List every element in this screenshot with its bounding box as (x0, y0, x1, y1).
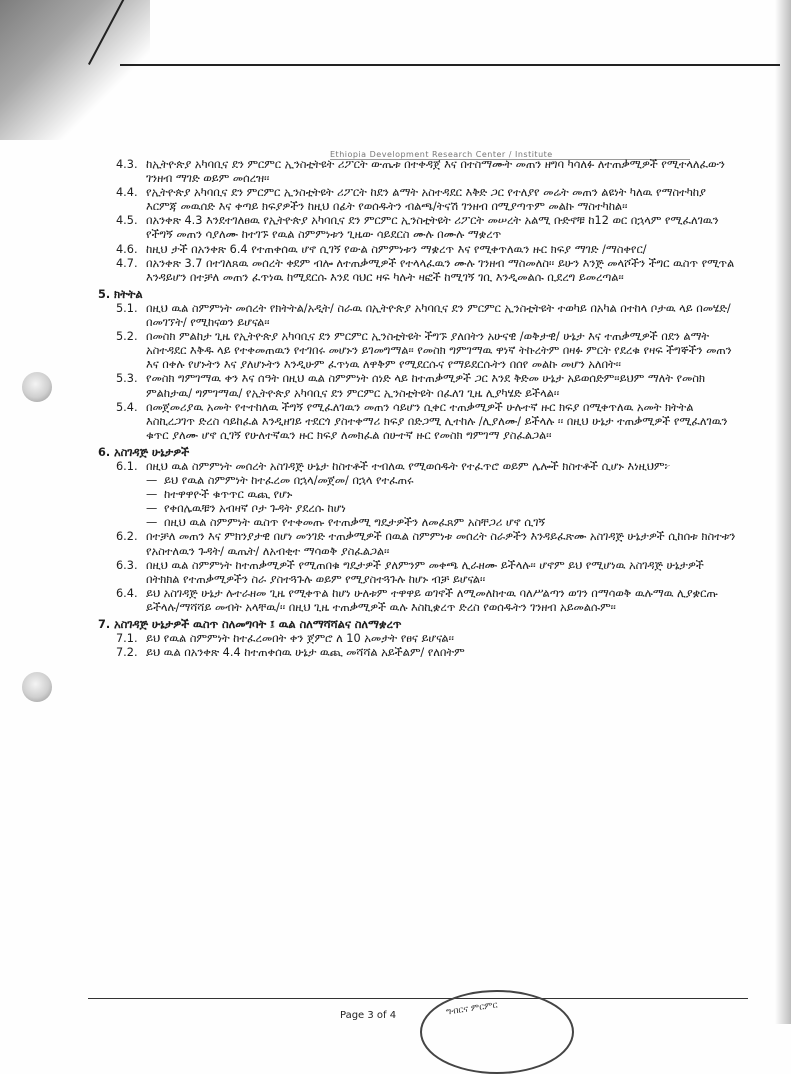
clause-item (116, 559, 740, 587)
clause-number: 5.4. (116, 400, 138, 414)
clause-number: 4.3. (116, 158, 138, 171)
clause-text: በዚህ ዉል ስምምነት ከተጠቃሚዎች የሚጠበቁ ግዴታዎች ያለምንም መቀጫ ሊራዘሙ ይችላሉ፡፡ ሆኖም ይህ የሚሆነዉ አስገዳጅ ሁኔታዎች በትክክል የተጠቃሚዎችን ስራ ያስተጓጉሉ ወይም የሚያስተጓጉሉ ከሆኑ ብቻ ይሆናል፡፡ (146, 558, 704, 586)
clause-text: በዚህ ዉል ስምምነት መሰረት አስገዳጅ ሁኔታ ከስተቶች ተብለዉ የሚወሰዱት የተፈጥሮ ወይም ሌሎች ክስተቶች ሲሆኑ እነዚህም፦ (146, 459, 671, 473)
clause-item (116, 158, 740, 186)
clause-number: 5.3. (116, 372, 138, 386)
bullet-dash: — (146, 474, 158, 488)
clause-number: 7.2. (116, 646, 138, 660)
section-number: 5. (98, 287, 111, 301)
clause-text: የኢትዮጵያ አካባቢና ደን ምርምር ኢንስቲትዩት ሪፖርት ከደን ልማት አስተዳደር እቅድ ጋር የተለያየ መሬት መጠን ልዩነት ካለዉ የማስተካከያ እርምጃ መዉሰድ እና ቀጣይ ክፍያዎችን ከዚህ በፊት የወሰዱትን ብልጫ/ትናሽ ገንዘብ በሚያጣጥም መልኩ ማስተካከል፡፡ (146, 186, 706, 214)
clause-text: በአንቀጽ 4.3 እንደተገለፀዉ የኢትዮጵያ አካባቢና ደን ምርምር ኢንስቲትዩት ሪፖርት መሠረት አልሚ ቡድኖቹ ከ12 ወር በኋላም የሚፈለገዉን የችግኝ መጠን ሳያለሙ ከተገኙ የዉል ስምምነቱን ጊዜው ሳይደርስ ሙሉ በሙሉ ማቋረጥ (146, 214, 719, 242)
header-rule (120, 64, 780, 66)
footer-rule (88, 998, 748, 999)
clause-number: 7.1. (116, 632, 138, 646)
clause-number: 4.7. (116, 256, 138, 270)
punch-hole (22, 372, 52, 402)
bullet-text: የቀበሌዉቹን አብዛኛ ቦታ ጉዳት ያደረሱ ከሆነ (164, 502, 346, 516)
clause-number: 5.1. (116, 301, 138, 315)
stamp-text: ግብርና ምርምር (445, 1000, 499, 1018)
bullet-text: በዚህ ዉል ስምምነት ዉስጥ የተቀመጡ የተጠቃሚ ግዴታዎችን ለመፈጸም አስቸጋሪ ሆኖ ሲገኝ (164, 516, 546, 530)
clause-item (116, 646, 740, 660)
bullet-text: ይህ የዉል ስምምነት ከተፈረመ በኋላ/መጀመ/ በኋላ የተፈጠሩ (164, 474, 414, 488)
clause-item (116, 530, 740, 558)
bullet-dash: — (146, 502, 158, 516)
punch-hole (22, 672, 52, 702)
section-number: 6. (98, 445, 111, 459)
clause-item (116, 330, 740, 372)
clause-text: በመጀመሪያዉ አመት የተተከለዉ ችግኝ የሚፈለገዉን መጠን ሳይሆን ሲቀር ተጠቃሚዎች ሁሉተኛ ዙር ክፍያ በሚቀጥለዉ አመት ክትትል እስኪረጋገጥ ድረስ ሳይከፈል እንዲዘገይ ተደርጎ ያስተቀማሪ ክፍያ በድጋሚ ሊተከሉ /ሊያለሙ/ ይችላሉ ፡፡ በዚህ ሁኔታ ተጠቃሚዎች የሚፈለገዉን ቁጥር ያለሙ ሆኖ ሲገኝ የሁለተኛዉን ዙር ክፍያ ለመክፈል ሰሁተኛ ዙር የመስክ ግምገማ ያስፈልጋል፡፡ (146, 400, 728, 442)
bullet-dash: — (146, 516, 158, 530)
section-heading (98, 618, 740, 632)
scan-shadow (0, 0, 150, 140)
clause-item (116, 460, 740, 474)
clause-text: በዚህ ዉል ስምምነት መሰረት የክትትል/አዲት/ ስራዉ በኢትዮጵያ አካባቢና ደን ምርምር ኢንስቲትዩት ተወካይ በአካል በተከላ ቦታዉ ላይ በመሄድ/ በመገኘት/ የሚከናወን ይሆናል፡፡ (146, 301, 731, 330)
clause-item (116, 302, 740, 330)
section-title: አስገዳጅ ሁኔታዎች ዉስጥ ስለመግባት ፤ ዉል ስለማሻሻልና ስለማቋረጥ (114, 618, 402, 631)
clause-item (116, 401, 740, 443)
clause-item (116, 243, 740, 257)
clause-text: ይህ ዉል በአንቀጽ 4.4 ከተጠቀሰዉ ሁኔታ ዉጪ መሻሻል አይችልም/ የለበትም (146, 646, 465, 660)
clause-item (116, 186, 740, 214)
clause-item (116, 372, 740, 400)
clause-text: ይህ የዉል ስምምነት ከተፈረመበት ቀን ጀምሮ ለ 10 አመታት የፀና ይሆናል፡፡ (146, 632, 454, 646)
bullet-text: ከተዋዋዮች ቁጥጥር ዉጪ የሆኑ (164, 488, 293, 502)
clause-number: 4.5. (116, 214, 138, 228)
clause-number: 6.1. (116, 459, 138, 473)
clause-text: በመስክ ምልከታ ጊዜ የኢትዮጵያ አካባቢና ደን ምርምር ኢንስቲትዩት ችግኙ ያለበትን አሁናዊ /ወቅታዊ/ ሁኔታ እና ተጠቃሚዎች በደን ልማት አስተዳደር እቅዱ ላይ የተቀመጠዉን የተገበሩ መሆኑን ይገመግማል፡፡ የመስክ ግምገማዉ ዋነኛ ትኩረትም በዛፉ ምርት የደረቁ የዛፍ ችግኞችን መጠን እና በቀሉ የሆኑትን እና ያለሆኑትን እንዲሁም ፈጥነዉ ለዋቅም የሚደርሱና የማይደርሱትን በሰየ መልኩ መሆን አለበት፡፡ (146, 330, 732, 372)
clause-text: ከዚህ ታች በአንቀጽ 6.4 የተጠቀሰዉ ሆኖ ሲገኝ የውል ስምምነቱን ማቋረጥ እና የሚቀጥለዉን ዙር ክፍያ ማገድ /ማስቀየር/ (146, 242, 647, 256)
clause-number: 6.3. (116, 558, 138, 572)
bullet-dash: — (146, 488, 158, 502)
section-heading (98, 288, 740, 302)
bullet-item (146, 488, 740, 502)
bullet-item (146, 474, 740, 488)
clause-number: 4.4. (116, 186, 138, 200)
page-number: Page 3 of 4 (340, 1010, 397, 1021)
clause-item (116, 587, 740, 615)
clause-number: 6.4. (116, 586, 138, 600)
clause-number: 4.6. (116, 242, 138, 256)
clause-text: ይህ አስገዳጅ ሁኔታ ሉተራዘመ ጊዜ የሚቀጥል ከሆነ ሁለቱም ተዋዋይ ወገኖች ለሚመለከተዉ ባለሥልጣን ወገን በማሳወቅ ዉሉማዉ ሊያቋርጡ ይችላሉ/ማሻሻይ መብት አላቸዉ/፡፡ በዚህ ጊዜ ተጠቃሚዎች ዉሉ እስኪቋረጥ ድረስ የወሰዱትን ገንዘብ አይመልሱም፡፡ (146, 586, 718, 614)
section-title: አስገዳጅ ሁኔታዎች (114, 445, 190, 459)
clause-text: ከኢትዮጵያ አካባቢና ደን ምርምር ኢንስቲትዩት ሪፖርት ውጤቱ በተቀዳጀ እና በተስማሙት መጠን ዘግባ ካሳለፉ ለተጠቃሚዎች የሚተላለፈውን ገንዘብ ማገድ ወይም መሰረዝ፡፡ (146, 158, 725, 186)
clause-number: 6.2. (116, 530, 138, 544)
clause-text: በተቻለ መጠን እና ምክንያታዊ በሆነ መንገድ ተጠቃሚዎች በዉል ስምምነቱ መሰረት ስራዎችን እንዳይፈጽሙ አስገዳጅ ሁኔታዎች ሲከሰቱ ክስተቱን የአስተለዉን ጉዳት/ ዉጤት/ ለአብቂተ ማሳወቅ ያስፈልጋል፡፡ (146, 530, 736, 558)
clause-text: የመስክ ግምገማዉ ቀን እና ሰዓት በዚህ ዉል ስምምነት ሰነድ ላይ ከተጠቃሚዎች ጋር እንደ ቅድመ ሁኔታ አይወሰድም፡፡ይህም ማለት የመስክ ምልከታዉ/ ግምገማዉ/ የኢትዮጵያ አካባቢና ደን ምርምር ኢንስቲትዩት በፈለገ ጊዜ ሊያካሄድ ይችላል፡፡ (146, 372, 705, 400)
clause-text: በአንቀጽ 3.7 በተገለጸዉ መሰረት ቀደም ብሎ ለተጠቃሚዎች የተላላፈዉን ሙሉ ገንዘብ ማስመለስ፡፡ ይሁን እንጅ መላሾችን ችግር ዉስጥ የሚጥል እንዳይሆን በተቻለ መጠን ፈጥነዉ ከሚደርሱ እንደ ባህር ዛፍ ካሉት ዛፎች ከሚገኝ ገቢ እንዲመልሱ ቢደረግ ይመረጣል፡፡ (146, 256, 735, 284)
faint-header-text: Ethiopia Development Research Center / Institute (330, 150, 690, 160)
clause-item (116, 214, 740, 242)
bullet-item (146, 516, 740, 530)
clause-item (116, 257, 740, 285)
clause-item (116, 632, 740, 646)
clause-number: 5.2. (116, 330, 138, 344)
bullet-item (146, 502, 740, 516)
page-edge (775, 0, 791, 1024)
section-title: ክትትል (114, 287, 143, 301)
document-body (90, 158, 740, 660)
section-number: 7. (98, 618, 111, 631)
section-heading (98, 446, 740, 460)
